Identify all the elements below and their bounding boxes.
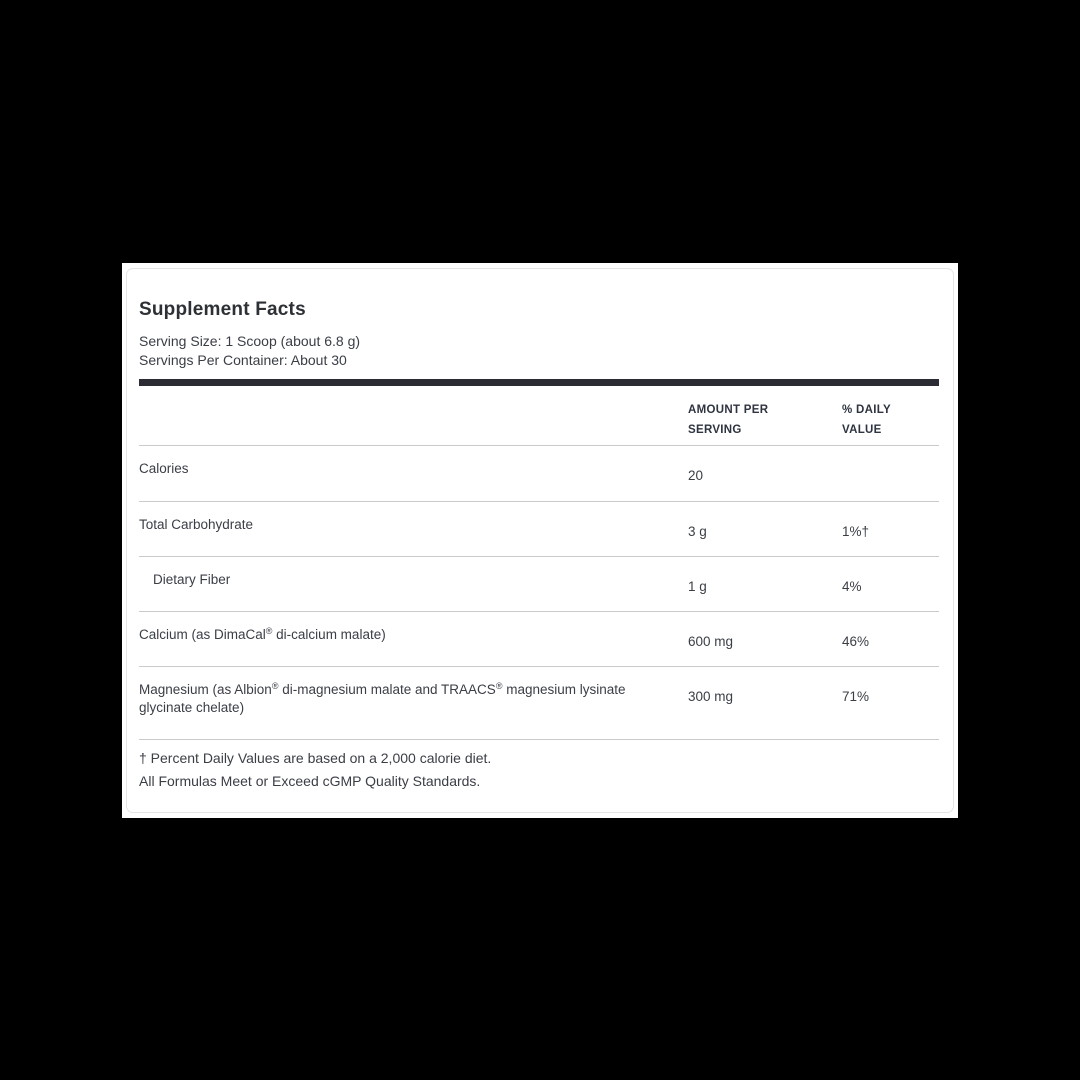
table-row (139, 612, 939, 667)
table-row (139, 557, 939, 612)
nutrient-name: Total Carbohydrate (139, 517, 254, 532)
nutrient-amount: 300 mg (688, 689, 734, 704)
footnote-line: † Percent Daily Values are based on a 2,000 calorie diet. (139, 750, 492, 766)
nutrient-daily-value: 1%† (842, 524, 870, 539)
registered-trademark-symbol: ® (271, 681, 279, 691)
separator-bar (139, 379, 939, 386)
nutrient-daily-value (842, 446, 939, 501)
nutrient-amount: 1 g (688, 579, 707, 594)
nutrient-daily-value: 71% (842, 689, 870, 704)
column-header-amount-per-serving: AMOUNT PER SERVING (688, 404, 769, 436)
nutrient-amount: 600 mg (688, 634, 734, 649)
table-row (139, 446, 939, 502)
servings-per-container-text: Servings Per Container: About 30 (139, 352, 347, 368)
registered-trademark-symbol: ® (265, 626, 273, 636)
serving-size-text: Serving Size: 1 Scoop (about 6.8 g) (139, 333, 361, 349)
nutrients-table (139, 446, 939, 740)
nutrient-amount: 20 (688, 468, 704, 483)
supplement-facts-panel (122, 263, 958, 818)
nutrient-amount: 3 g (688, 524, 707, 539)
nutrient-daily-value: 4% (842, 579, 862, 594)
panel-content (122, 263, 958, 818)
nutrient-name: Magnesium (as Albion® di-magnesium malate and TRAACS® magnesium lysinate glycinate chelate) (139, 681, 626, 715)
footnotes (139, 740, 939, 793)
table-header-row (139, 386, 939, 446)
registered-trademark-symbol: ® (495, 681, 503, 691)
table-row (139, 667, 939, 740)
nutrient-name: Calories (139, 461, 189, 476)
column-header-percent-daily-value: % DAILY VALUE (842, 404, 891, 436)
page-title: Supplement Facts (139, 299, 306, 320)
table-row (139, 502, 939, 557)
footnote-line: All Formulas Meet or Exceed cGMP Quality Standards. (139, 773, 481, 789)
nutrient-name: Calcium (as DimaCal® di-calcium malate) (139, 626, 386, 642)
header-spacer (139, 386, 688, 445)
nutrient-daily-value: 46% (842, 634, 870, 649)
nutrient-name: Dietary Fiber (153, 572, 231, 587)
